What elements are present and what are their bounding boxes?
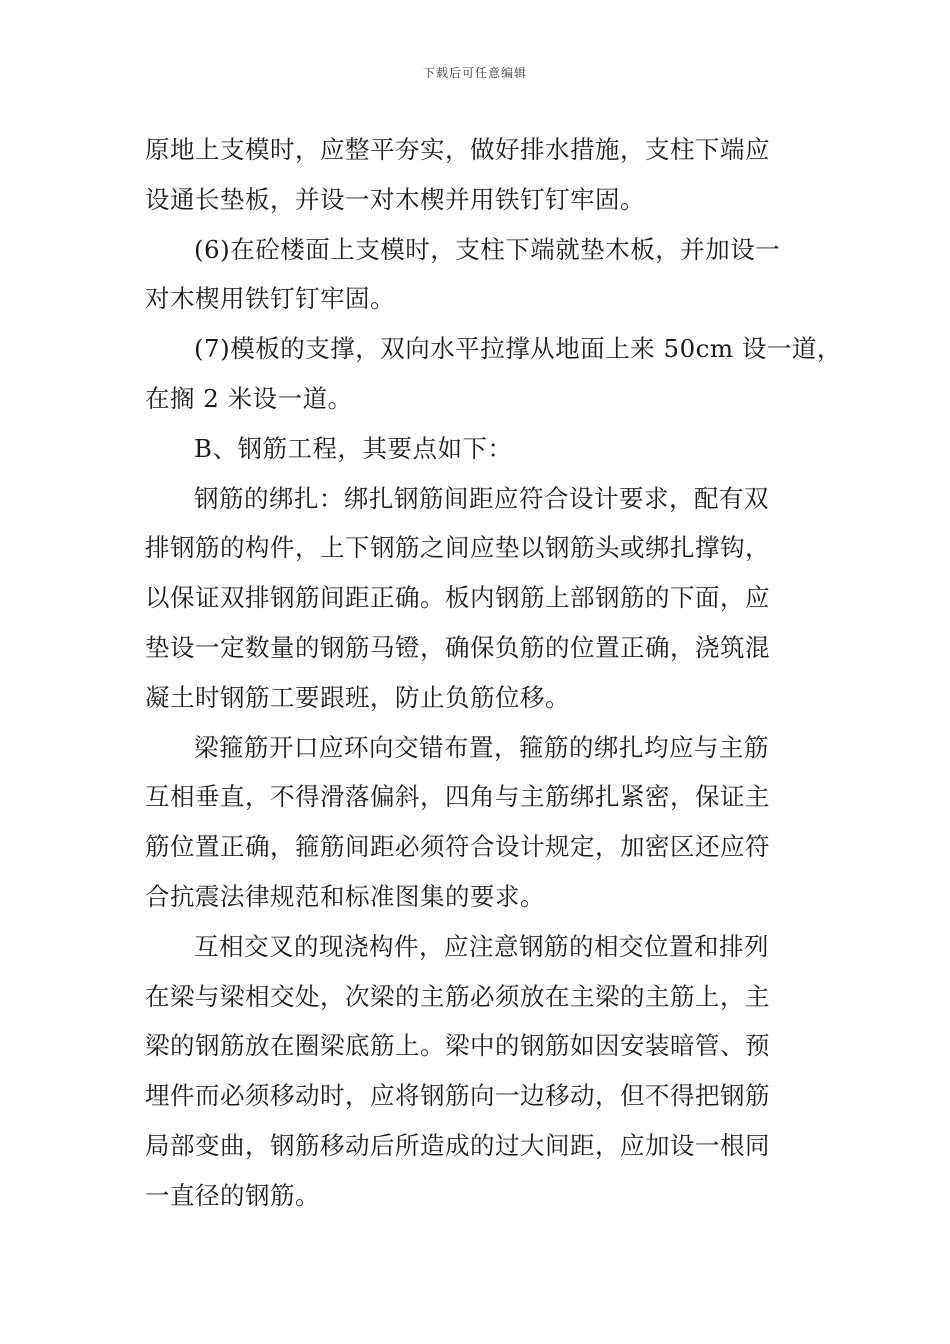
document-body	[145, 125, 842, 1221]
text-line: 梁箍筋开口应环向交错布置，箍筋的绑扎均应与主筋	[194, 732, 769, 762]
text-line: 互相交叉的现浇构件，应注意钢筋的相交位置和排列	[194, 931, 769, 961]
text-line: 埋件而必须移动时，应将钢筋向一边移动，但不得把钢筋	[145, 1081, 770, 1111]
text-line: 垫设一定数量的钢筋马镫，确保负筋的位置正确，浇筑混	[145, 632, 770, 662]
text-line: 一直径的钢筋。	[145, 1180, 320, 1210]
section-heading: B、钢筋工程，其要点如下：	[194, 433, 513, 463]
text-line: 互相垂直，不得滑落偏斜，四角与主筋绑扎紧密，保证主	[145, 782, 770, 812]
text-line: 原地上支模时，应整平夯实，做好排水措施，支柱下端应	[145, 135, 770, 164]
text-line: 合抗震法律规范和标准图集的要求。	[145, 881, 545, 911]
text-line: 排钢筋的构件，上下钢筋之间应垫以钢筋头或绑扎撑钩，	[145, 533, 770, 563]
text-line: 梁的钢筋放在圈梁底筋上。梁中的钢筋如因安装暗管、预	[145, 1031, 770, 1061]
page-header: 下载后可任意编辑	[422, 66, 527, 80]
text-line: 筋位置正确，箍筋间距必须符合设计规定，加密区还应符	[145, 832, 770, 862]
text-line: 在搁 2 米设一道。	[145, 383, 353, 413]
text-line: 凝土时钢筋工要跟班，防止负筋位移。	[145, 682, 570, 712]
text-line: 设通长垫板，并设一对木楔并用铁钉钉牢固。	[145, 184, 645, 214]
text-line: 对木楔用铁钉钉牢固。	[145, 284, 395, 314]
text-line: (6)在砼楼面上支模时，支柱下端就垫木板，并加设一	[194, 234, 781, 264]
text-line: 以保证双排钢筋间距正确。板内钢筋上部钢筋的下面，应	[145, 583, 770, 613]
text-line: (7)模板的支撑，双向水平拉撑从地面上来 50cm 设一道，	[194, 334, 842, 364]
text-line: 钢筋的绑扎：绑扎钢筋间距应符合设计要求，配有双	[194, 483, 769, 513]
text-line: 局部变曲，钢筋移动后所造成的过大间距，应加设一根同	[145, 1130, 770, 1160]
text-line: 在梁与梁相交处，次梁的主筋必须放在主梁的主筋上，主	[145, 981, 770, 1011]
